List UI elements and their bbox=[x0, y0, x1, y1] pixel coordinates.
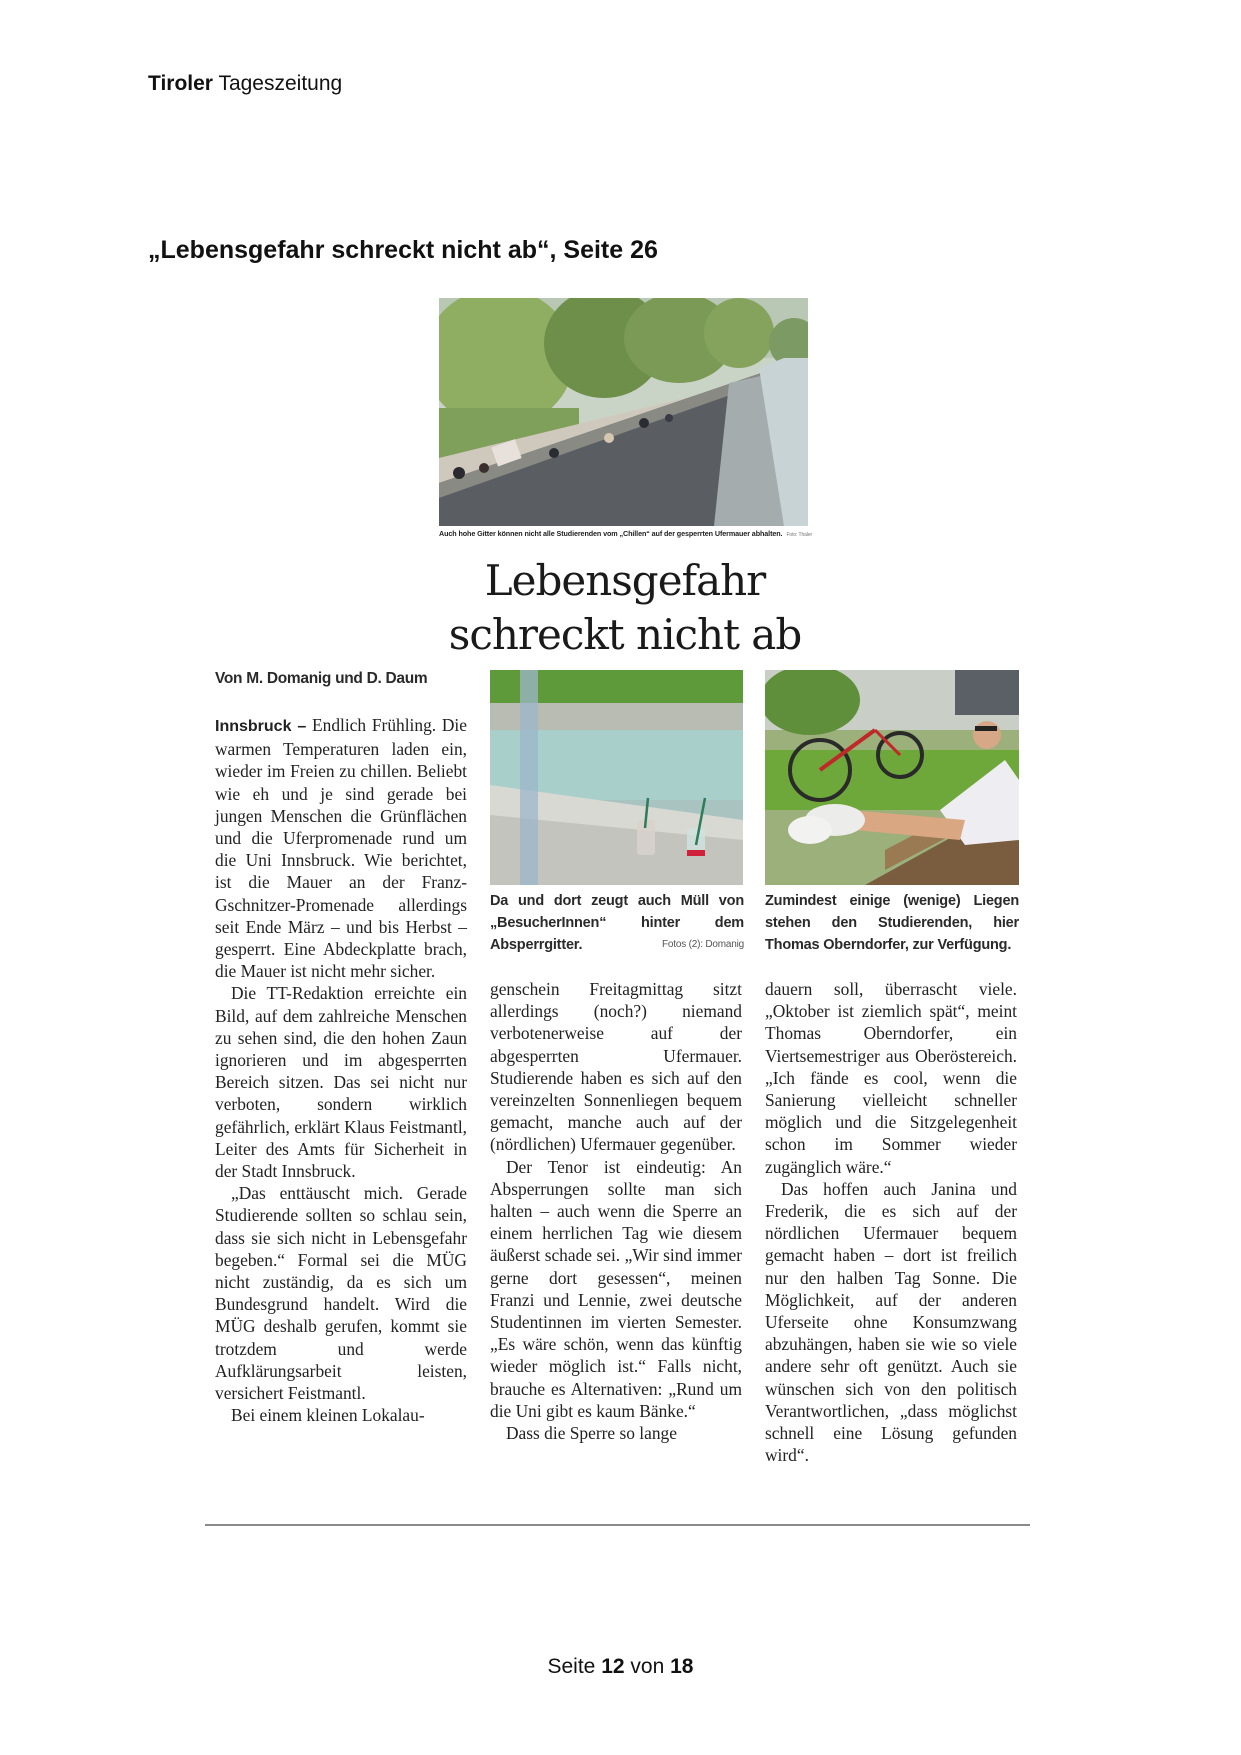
paragraph-text: Endlich Frühling. Die warmen Temperaturen laden ein, wieder im Freien zu chillen. Beliebt wie eh und je sind gerade bei jungen Menschen die Grünflächen und die Uferpromenade rund um die Uni Innsbruck. Wie berichtet, ist die Mauer an der Franz-Gschnitzer-Promenade allerdings seit Ende März – und bis Herbst – gesperrt. Eine Abdeckplatte brach, die Mauer ist nicht mehr sicher. bbox=[215, 715, 467, 982]
photo-lounger-caption: Zumindest einige (wenige) Liegen stehen den Studierenden, hier Thomas Oberndorfer, zur Verfügung. bbox=[765, 893, 1019, 953]
photo-litter-cups bbox=[490, 670, 743, 885]
footer-current-page: 12 bbox=[601, 1655, 625, 1678]
footer-prefix: Seite bbox=[547, 1655, 596, 1678]
publication-name-rest: Tageszeitung bbox=[218, 72, 343, 95]
headline-line-1: Lebensgefahr bbox=[484, 556, 766, 605]
publication-name bbox=[148, 72, 342, 96]
byline: Von M. Domanig und D. Daum bbox=[215, 670, 428, 687]
lounger-photo-illustration bbox=[765, 670, 1019, 885]
newspaper-clipping bbox=[205, 296, 1035, 1536]
top-photo-caption-text: Auch hohe Gitter können nicht alle Studierenden vom „Chillen“ auf der gesperrten Ufermauer abhalten. bbox=[439, 529, 783, 538]
paragraph: dauern soll, überrascht viele. „Oktober ist ziemlich spät“, meint Thomas Oberndorfer, ein Viertsemestriger aus Oberöstereich. „Ich fände es cool, wenn die Sanierung vielleicht schneller möglich und die Sitzgelegenheit schon im Sommer wieder zugänglich wäre.“ bbox=[765, 979, 1017, 1177]
paragraph: Dass die Sperre so lange bbox=[506, 1423, 677, 1444]
paragraph: genschein Freitagmittag sitzt allerdings (noch?) niemand verbotenerweise auf der abgesperrten Ufermauer. Studierende haben es sich auf den vereinzelten Sonnenliegen bequem gemacht, manche auch auf der (nördlichen) Ufermauer gegenüber. bbox=[490, 979, 742, 1155]
promenade-photo-illustration bbox=[439, 298, 808, 526]
photo-litter-caption-text: Da und dort zeugt auch Müll von „BesucherInnen“ hinter dem Absperrgitter. bbox=[490, 893, 744, 953]
article-column-2 bbox=[490, 978, 742, 1444]
paragraph: Der Tenor ist eindeutig: An Absperrungen sollte man sich halten – auch wenn die Sperre an einem herrlichen Tag wie diesem äußerst schade sei. „Wir sind immer gerne dort gesessen“, meinen Franzi und Lennie, zwei deutsche Studentinnen im vierten Semester. „Es wäre schön, wenn das künftig wieder möglich ist.“ Falls nicht, brauche es Alternativen: „Rund um die Uni gibt es kaum Bänke.“ bbox=[490, 1156, 742, 1421]
article-bottom-rule bbox=[205, 1524, 1030, 1526]
litter-photo-illustration bbox=[490, 670, 743, 885]
photo-litter-caption bbox=[490, 890, 744, 956]
top-photo-caption bbox=[439, 529, 813, 538]
article-column-3 bbox=[765, 978, 1017, 1466]
publication-name-bold: Tiroler bbox=[148, 72, 213, 95]
top-photo-credit: Foto: Thaler bbox=[786, 532, 813, 538]
headline-line-2: schreckt nicht ab bbox=[448, 610, 802, 659]
top-photo-promenade-wall bbox=[439, 298, 808, 526]
paragraph: Die TT-Redaktion erreichte ein Bild, auf dem zahlreiche Menschen zu sehen sind, die den hohen Zaun ignorieren und im abgesperrten Bereich sitzen. Das sei nicht nur verboten, sondern wirklich gefährlich, erklärt Klaus Feistmantl, Leiter des Amts für Sicherheit in der Stadt Innsbruck. bbox=[215, 983, 467, 1182]
paragraph: „Das enttäuscht mich. Gerade Studierende sollten so schlau sein, dass sie sich nicht in Lebensgefahr begeben.“ Formal sei die MÜG nicht zuständig, da es sich um Bundesgrund handelt. Wird die MÜG deshalb gerufen, kommt sie trotzdem und werde Aufklärungsarbeit leisten, versichert Feistmantl. bbox=[215, 1183, 467, 1404]
photo-student-lounger bbox=[765, 670, 1019, 885]
footer-separator: von bbox=[630, 1655, 665, 1678]
paragraph: Bei einem kleinen Lokalau- bbox=[231, 1405, 425, 1426]
photo-litter-credit: Fotos (2): Domanig bbox=[662, 939, 744, 950]
paragraph bbox=[215, 714, 467, 982]
article-column-1 bbox=[215, 714, 467, 1427]
article-headline bbox=[425, 554, 825, 662]
paragraph: Das hoffen auch Janina und Frederik, die es sich auf der nördlichen Ufermauer bequem gemacht haben – dort ist freilich nur den halben Tag Sonne. Die Möglichkeit, auf der anderen Uferseite ohne Konsumzwang abzuhängen, haben sie wie so viele andere sehr oft genützt. Auch sie wünschen sich von den politisch Verantwortlichen, „dass möglichst schnell eine Lösung gefunden wird“. bbox=[765, 1178, 1017, 1466]
dateline: Innsbruck – bbox=[215, 718, 307, 735]
page-footer bbox=[0, 1655, 1241, 1679]
article-reference-title: „Lebensgefahr schreckt nicht ab“, Seite 26 bbox=[148, 236, 658, 264]
footer-total-pages: 18 bbox=[670, 1655, 694, 1678]
